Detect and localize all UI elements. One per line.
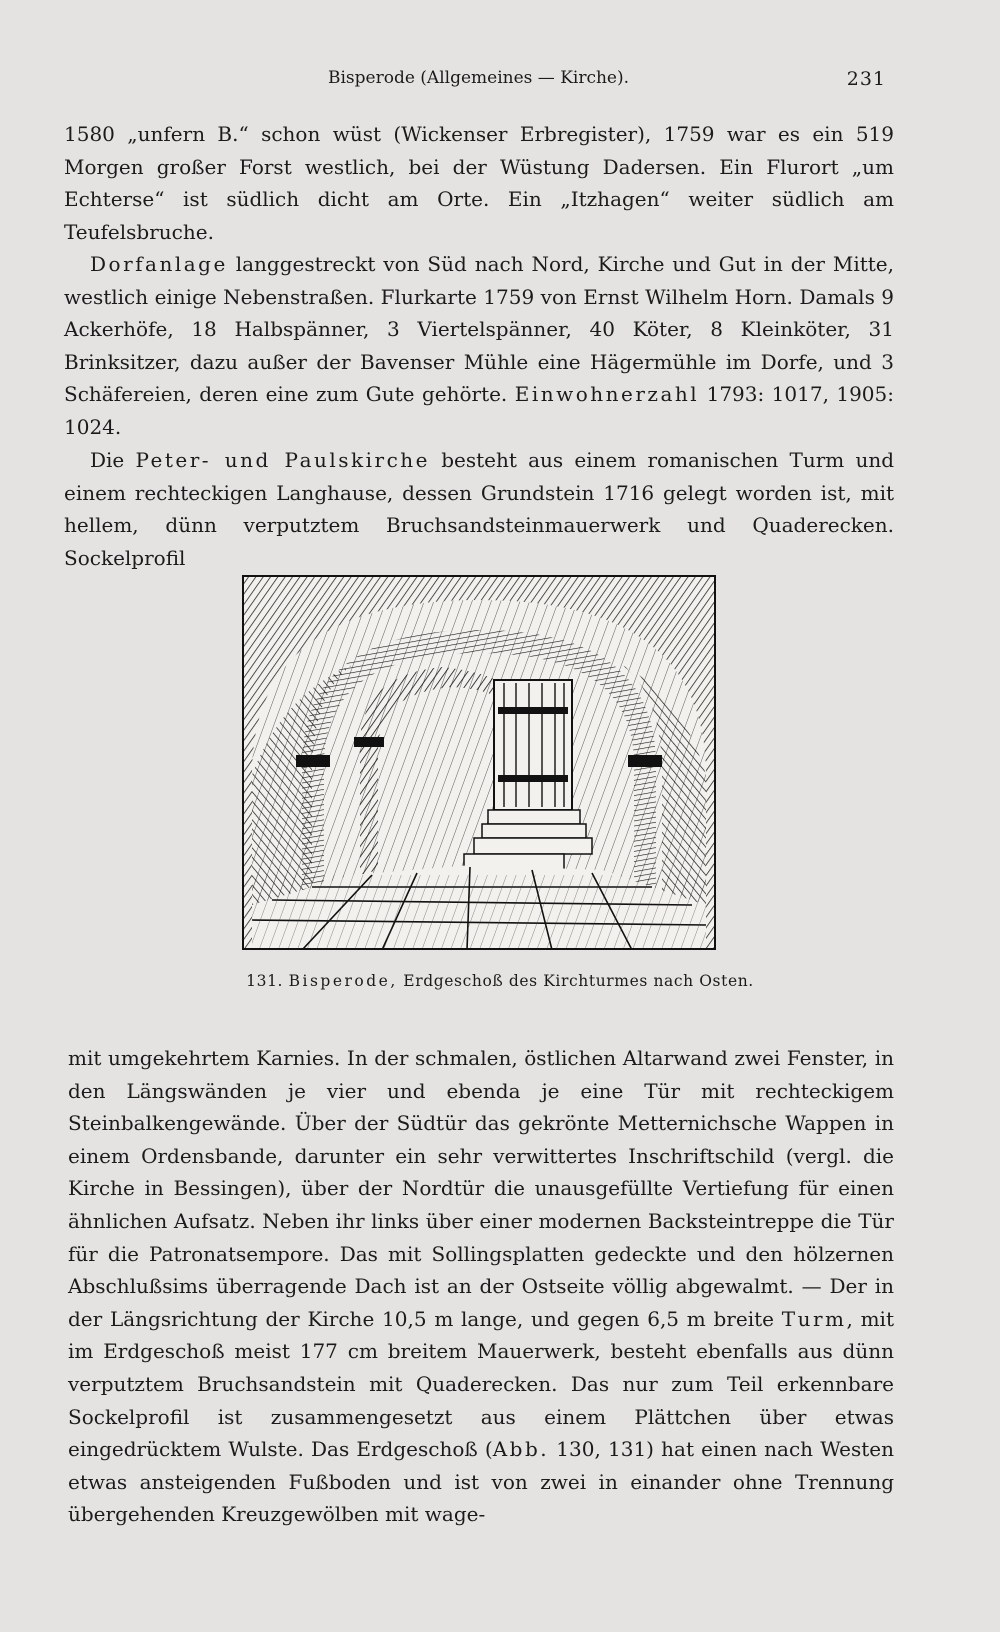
vault-engraving [242,575,716,950]
figure-caption [60,972,940,990]
figure-caption-text: Erdgeschoß des Kirchturmes nach Osten. [397,972,754,990]
term-turm: Turm [781,1306,847,1331]
paragraph-forest [64,118,894,248]
figure-number: 131. [246,972,284,990]
paragraph-church-details-text-2: , mit im Erdgeschoß meist 177 cm breitem Mauerwerk, besteht ebenfalls aus dünn verputztem Bruchsandstein mit Quaderecken. Das nur zum Teil erkennbare Sockelprofil ist zusammengesetzt aus einem Plättchen über etwas eingedrücktem Wulste. Das Erdgeschoß ( [68,1306,894,1462]
paragraph-village-layout [64,248,894,444]
paragraph-church [64,444,894,574]
paragraph-church-details [68,1042,894,1531]
figure-place: Bisperode, [288,972,398,990]
term-dorfanlage: Dorfanlage [90,252,228,276]
paragraph-church-details-text: mit umgekehrtem Karnies. In der schmalen, östlichen Altarwand zwei Fenster, in den Längswänden je vier und ebenda je eine Tür mit rechteckigem Steinbalkengewände. Über der Südtür das gekrönte Metternichsche Wappen in einem Ordensbande, darunter ein sehr verwittertes Inschriftschild (vergl. die Kirche in Bessingen), über der Nordtür die unausgefüllte Vertiefung für einen ähnlichen Aufsatz. Neben ihr links über einer modernen Backsteintreppe die Tür für die Patronatsempore. Das mit Sollingsplatten gedeckte und den hölzernen Abschlußsims überragende Dach ist an der Ostseite völlig abgewalmt. — Der in der Längsrichtung der Kirche 10,5 m lange, und gegen 6,5 m breite [68,1046,894,1331]
running-head-title: Bisperode (Allgemeines — Kirche). [328,68,630,88]
paragraph-church-start: Die [90,448,136,472]
paragraph-church-text: besteht aus einem romanischen Turm und einem rechteckigen Langhause, dessen Grundstein 1716 gelegt worden ist, mit hellem, dünn verputztem Bruchsandsteinmauerwerk und Quaderecken. Sockelprofil [64,448,895,570]
running-head [60,62,900,92]
paragraph-church-details-text-3: 130, 131) hat einen nach Westen etwas ansteigenden Fußboden und ist von zwei in einander ohne Trennung übergehenden Kreuzgewölben mit wage- [68,1437,894,1527]
figure-tower-ground-floor [242,575,716,950]
page-number: 231 [846,68,886,90]
paragraph-forest-text: 1580 „unfern B.“ schon wüst (Wickenser Erbregister), 1759 war es ein 519 Morgen großer Forst westlich, bei der Wüstung Dadersen. Ein Flurort „um Echterse“ ist südlich dicht am Orte. Ein „Itzhagen“ weiter südlich am Teufelsbruche. [64,122,894,244]
paragraph-village-layout-text: langgestreckt von Süd nach Nord, Kirche und Gut in der Mitte, westlich einige Nebenstraßen. Flurkarte 1759 von Ernst Wilhelm Horn. Damals 9 Ackerhöfe, 18 Halbspänner, 3 Viertelspänner, 40 Köter, 8 Kleinköter, 31 Brinksitzer, dazu außer der Bavenser Mühle eine Hägermühle im Dorfe, und 3 Schäfereien, deren eine zum Gute gehörte. [64,252,894,407]
paragraph-village-layout-text-end: 1793: 1017, 1905: 1024. [64,382,894,439]
term-einwohnerzahl: Einwohnerzahl [514,382,700,407]
term-peter-und-paulskirche: Peter- und Paulskirche [135,448,431,472]
term-abb: Abb. [492,1437,550,1462]
